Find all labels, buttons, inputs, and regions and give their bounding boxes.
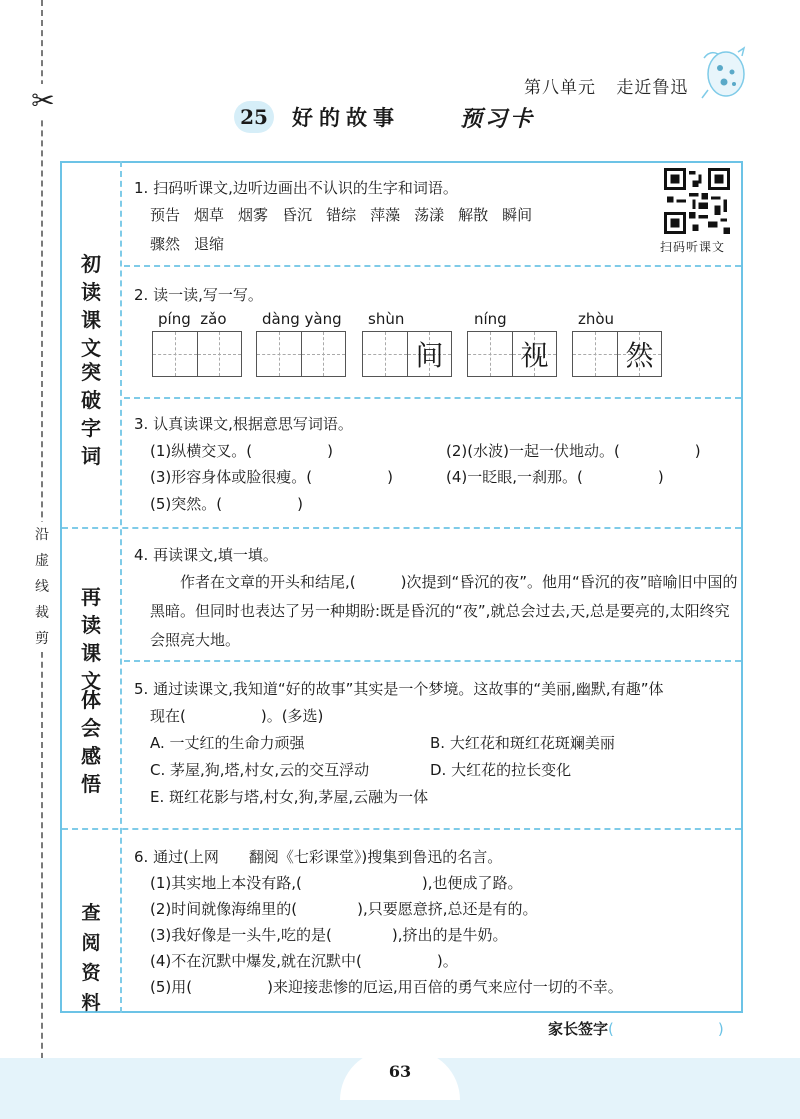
q6-item[interactable]: (4)不在沉默中爆发,就在沉默中( )。 xyxy=(150,952,458,970)
side-label-lookup: 查 阅 资 料 xyxy=(81,902,101,1014)
pinyin: dàng yàng xyxy=(262,310,342,328)
signature-paren-close: ) xyxy=(717,1020,724,1038)
section-divider xyxy=(62,527,741,529)
pinyin: shùn xyxy=(368,310,405,328)
section-divider xyxy=(124,265,741,267)
question-5-title-cont[interactable]: 现在( )。(多选) xyxy=(150,707,324,725)
word: 烟草 xyxy=(194,206,225,224)
page-number: 63 xyxy=(388,1062,412,1081)
word: 萍藻 xyxy=(370,206,401,224)
q3-item[interactable]: (1)纵横交叉。( ) xyxy=(150,442,333,460)
grid-char: 间 xyxy=(415,339,444,372)
word-list xyxy=(134,201,654,259)
word: 退缩 xyxy=(194,235,225,253)
writing-grid[interactable] xyxy=(572,331,662,377)
q6-item[interactable]: (1)其实地上本没有路,( ),也便成了路。 xyxy=(150,874,523,892)
writing-grid[interactable] xyxy=(467,331,557,377)
lesson-number-badge: 25 xyxy=(234,101,274,133)
word: 昏沉 xyxy=(282,206,313,224)
preview-card-label: 预习卡 xyxy=(460,106,536,132)
grid-char xyxy=(198,332,241,376)
question-2-title: 2. 读一读,写一写。 xyxy=(134,286,263,304)
q5-option-e[interactable]: E. 斑红花影与塔,村女,狗,茅屋,云融为一体 xyxy=(150,788,429,806)
q3-item[interactable]: (2)(水波)一起一伏地动。( ) xyxy=(446,442,701,460)
pinyin: níng xyxy=(474,310,507,328)
question-1-title: 1. 扫码听课文,边听边画出不认识的生字和词语。 xyxy=(134,179,458,197)
grid-char xyxy=(257,332,301,376)
section-divider xyxy=(62,828,741,830)
lesson-title xyxy=(234,100,535,134)
question-5-title: 5. 通过读课文,我知道“好的故事”其实是一个梦境。这故事的“美丽,幽默,有趣”体 xyxy=(134,680,664,698)
lesson-name: 好的故事 xyxy=(292,105,400,130)
writing-grid[interactable] xyxy=(362,331,452,377)
decoration-illustration-icon xyxy=(694,44,752,108)
word: 瞬间 xyxy=(502,206,533,224)
q5-option-b[interactable]: B. 大红花和斑红花斑斓美丽 xyxy=(430,734,615,752)
word: 错综 xyxy=(326,206,357,224)
grid-char xyxy=(573,332,617,376)
signature-paren-open: ( xyxy=(608,1020,614,1038)
word: 预告 xyxy=(150,206,181,224)
pinyin: zhòu xyxy=(578,310,615,328)
side-label-second-read-sub: 体 会 感 悟 xyxy=(81,688,101,796)
grid-char: 视 xyxy=(520,339,549,372)
unit-header xyxy=(524,73,688,98)
q5-option-a[interactable]: A. 一丈红的生命力顽强 xyxy=(150,734,305,752)
q6-item[interactable]: (2)时间就像海绵里的( ),只要愿意挤,总还是有的。 xyxy=(150,900,538,918)
section-divider xyxy=(124,660,741,662)
question-6-title: 6. 通过(上网 翻阅《七彩课堂》)搜集到鲁迅的名言。 xyxy=(134,848,503,866)
word: 解散 xyxy=(458,206,489,224)
qr-label: 扫码听课文 xyxy=(660,240,726,254)
q5-option-d[interactable]: D. 大红花的拉长变化 xyxy=(430,761,572,779)
q4-paragraph[interactable]: 作者在文章的开头和结尾,( )次提到“昏沉的夜”。他用“昏沉的夜”暗喻旧中国的黑暗。但同时也表达了另一种期盼:既是昏沉的“夜”,就总会过去,天,总是要亮的,太阳终究会照亮大地。 xyxy=(150,573,738,649)
question-3-title: 3. 认真读课文,根据意思写词语。 xyxy=(134,415,353,433)
side-label-first-read: 初 读 课 文 xyxy=(81,252,101,360)
q3-item[interactable]: (3)形容身体或脸很瘦。( ) xyxy=(150,468,393,486)
side-label-first-read-sub: 突 破 字 词 xyxy=(81,360,101,468)
word: 烟雾 xyxy=(238,206,269,224)
section-divider xyxy=(124,397,741,399)
q3-item[interactable]: (4)一眨眼,一刹那。( ) xyxy=(446,468,664,486)
q3-item[interactable]: (5)突然。( ) xyxy=(150,495,303,513)
q5-option-c[interactable]: C. 茅屋,狗,塔,村女,云的交互浮动 xyxy=(150,761,370,779)
grid-char xyxy=(153,332,197,376)
parent-signature[interactable] xyxy=(548,1018,724,1039)
side-label-second-read: 再 读 课 文 xyxy=(81,585,101,693)
pinyin: píng zǎo xyxy=(158,310,227,328)
question-4-title: 4. 再读课文,填一填。 xyxy=(134,546,278,564)
grid-char xyxy=(468,332,512,376)
grid-char xyxy=(363,332,407,376)
cut-label: 沿 虚 线 裁 剪 xyxy=(33,522,51,652)
unit-number: 第八单元 xyxy=(524,78,596,98)
question-1 xyxy=(134,175,654,259)
q6-item[interactable]: (5)用( )来迎接悲惨的厄运,用百倍的勇气来应付一切的不幸。 xyxy=(150,978,623,996)
word: 骤然 xyxy=(150,235,181,253)
writing-grid[interactable] xyxy=(152,331,242,377)
qr-code-icon[interactable] xyxy=(664,168,730,234)
writing-grid[interactable] xyxy=(256,331,346,377)
word: 荡漾 xyxy=(414,206,445,224)
parent-signature-label: 家长签字 xyxy=(548,1020,609,1038)
grid-char xyxy=(302,332,345,376)
scissors-icon: ✂ xyxy=(28,84,58,118)
grid-char: 然 xyxy=(625,339,654,372)
q6-item[interactable]: (3)我好像是一头牛,吃的是( ),挤出的是牛奶。 xyxy=(150,926,508,944)
unit-topic: 走近鲁迅 xyxy=(616,78,689,98)
